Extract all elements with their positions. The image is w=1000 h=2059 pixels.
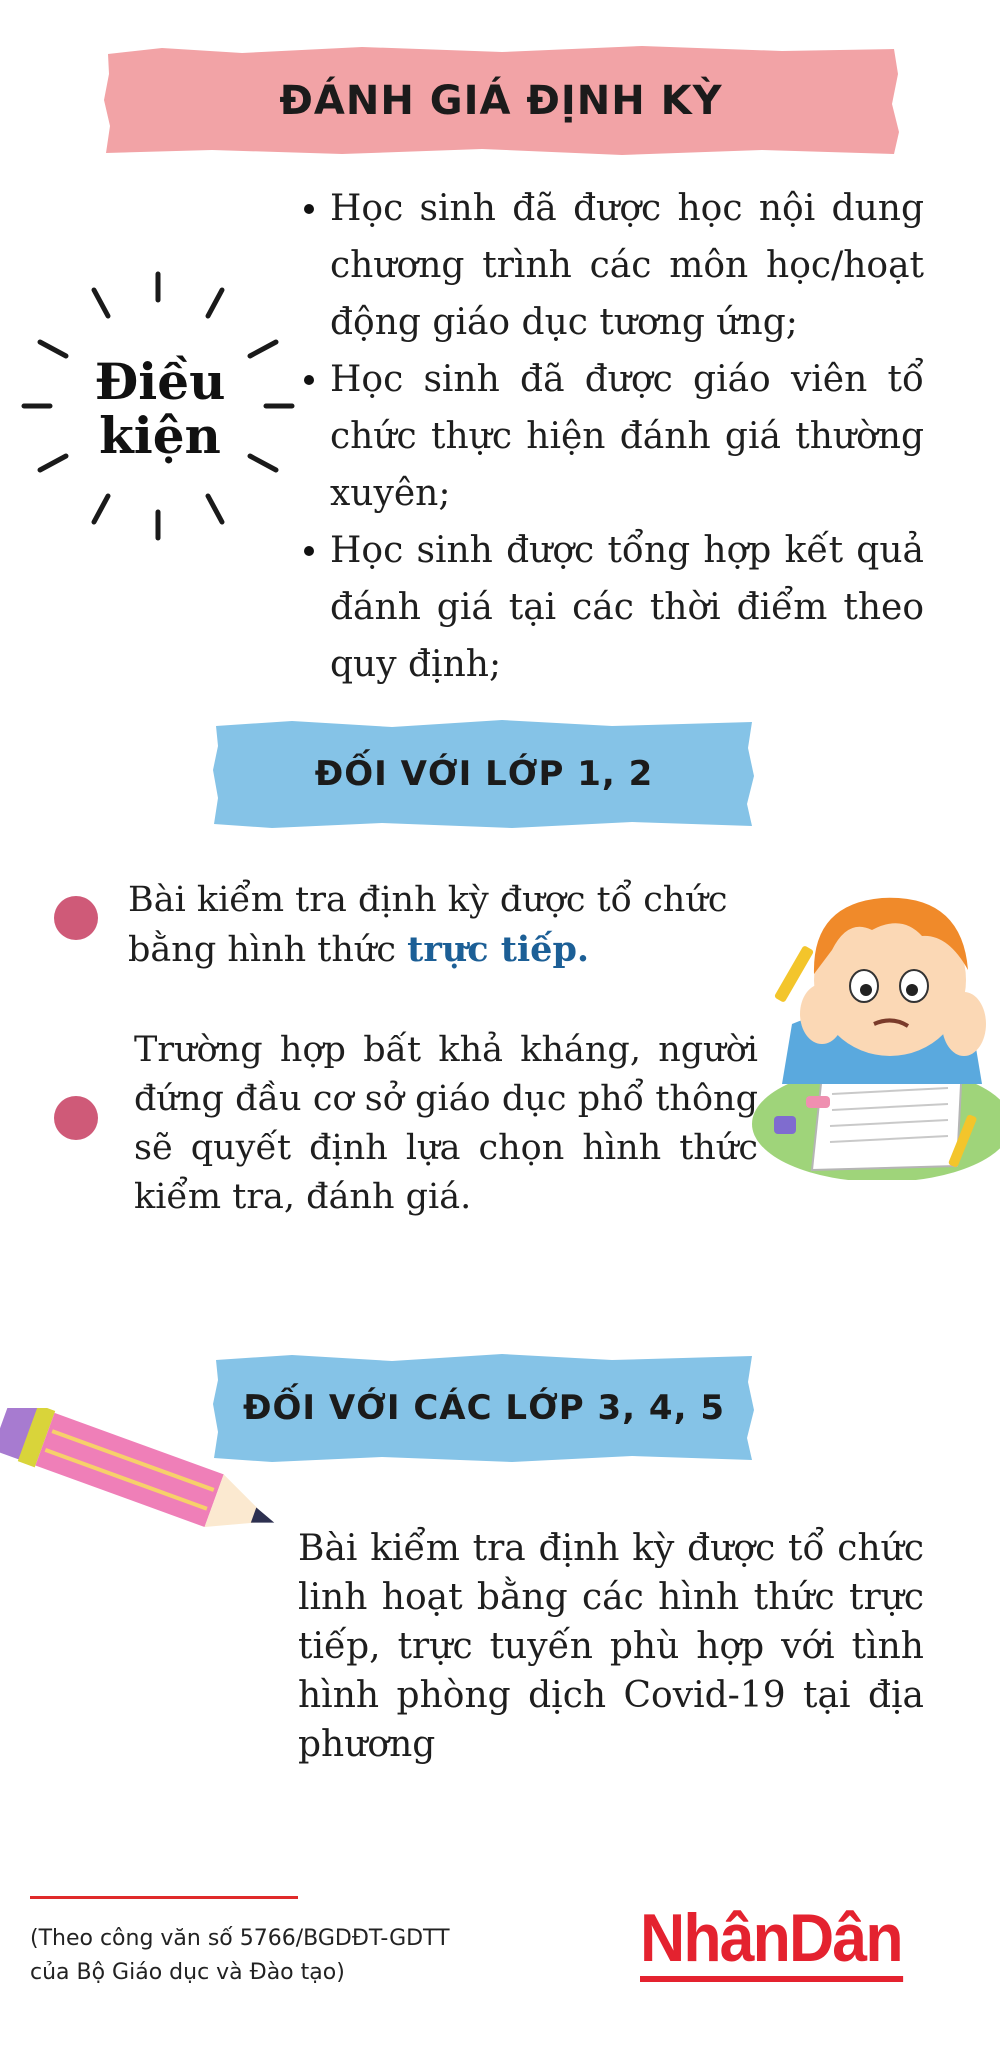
list-item: Học sinh được tổng hợp kết quả đánh giá tại các thời điểm theo quy định; [298,522,924,693]
section-title: ĐỐI VỚI CÁC LỚP 3, 4, 5 [242,1388,726,1428]
thinking-boy-illustration [752,874,1000,1180]
list-item: Học sinh đã được giáo viên tổ chức thực hiện đánh giá thường xuyên; [298,351,924,522]
source-line: của Bộ Giáo dục và Đào tạo) [30,1960,345,1985]
grades345-text: Bài kiểm tra định kỳ được tổ chức linh hoạt bằng các hình thức trực tiếp, trực tuyến phù hợp với tình hình phòng dịch Covid-19 tại địa phương [298,1528,924,1765]
list-item: Học sinh đã được học nội dung chương trình các môn học/hoạt động giáo dục tương ứng; [298,180,924,351]
source-line: (Theo công văn số 5766/BGDĐT-GDTT [30,1926,450,1951]
pencil-illustration [0,1408,290,1558]
conditions-label: Điều kiện [94,352,226,465]
bullet-dot [54,1096,98,1140]
section-title: ĐỐI VỚI LỚP 1, 2 [314,754,654,794]
nhandan-logo: NhânDân [640,1900,903,1982]
item-text: Bài kiểm tra định kỳ được tổ chức bằng hình thức [128,880,728,970]
grades12-item-2: Trường hợp bất khả kháng, người đứng đầu cơ sở giáo dục phổ thông sẽ quyết định lựa chọn hình thức kiểm tra, đánh giá. [134,1030,758,1217]
bullet-dot [54,896,98,940]
section-banner-grades-3-4-5 [212,1352,756,1464]
section-banner-grades-1-2 [212,718,756,830]
title-banner [102,44,900,158]
source-citation [30,1922,530,1990]
conditions-list [298,180,924,693]
grades12-item-1 [128,876,758,975]
page-title: ĐÁNH GIÁ ĐỊNH KỲ [279,78,723,124]
highlight-text: trực tiếp. [407,929,590,970]
footer-divider [30,1896,298,1899]
